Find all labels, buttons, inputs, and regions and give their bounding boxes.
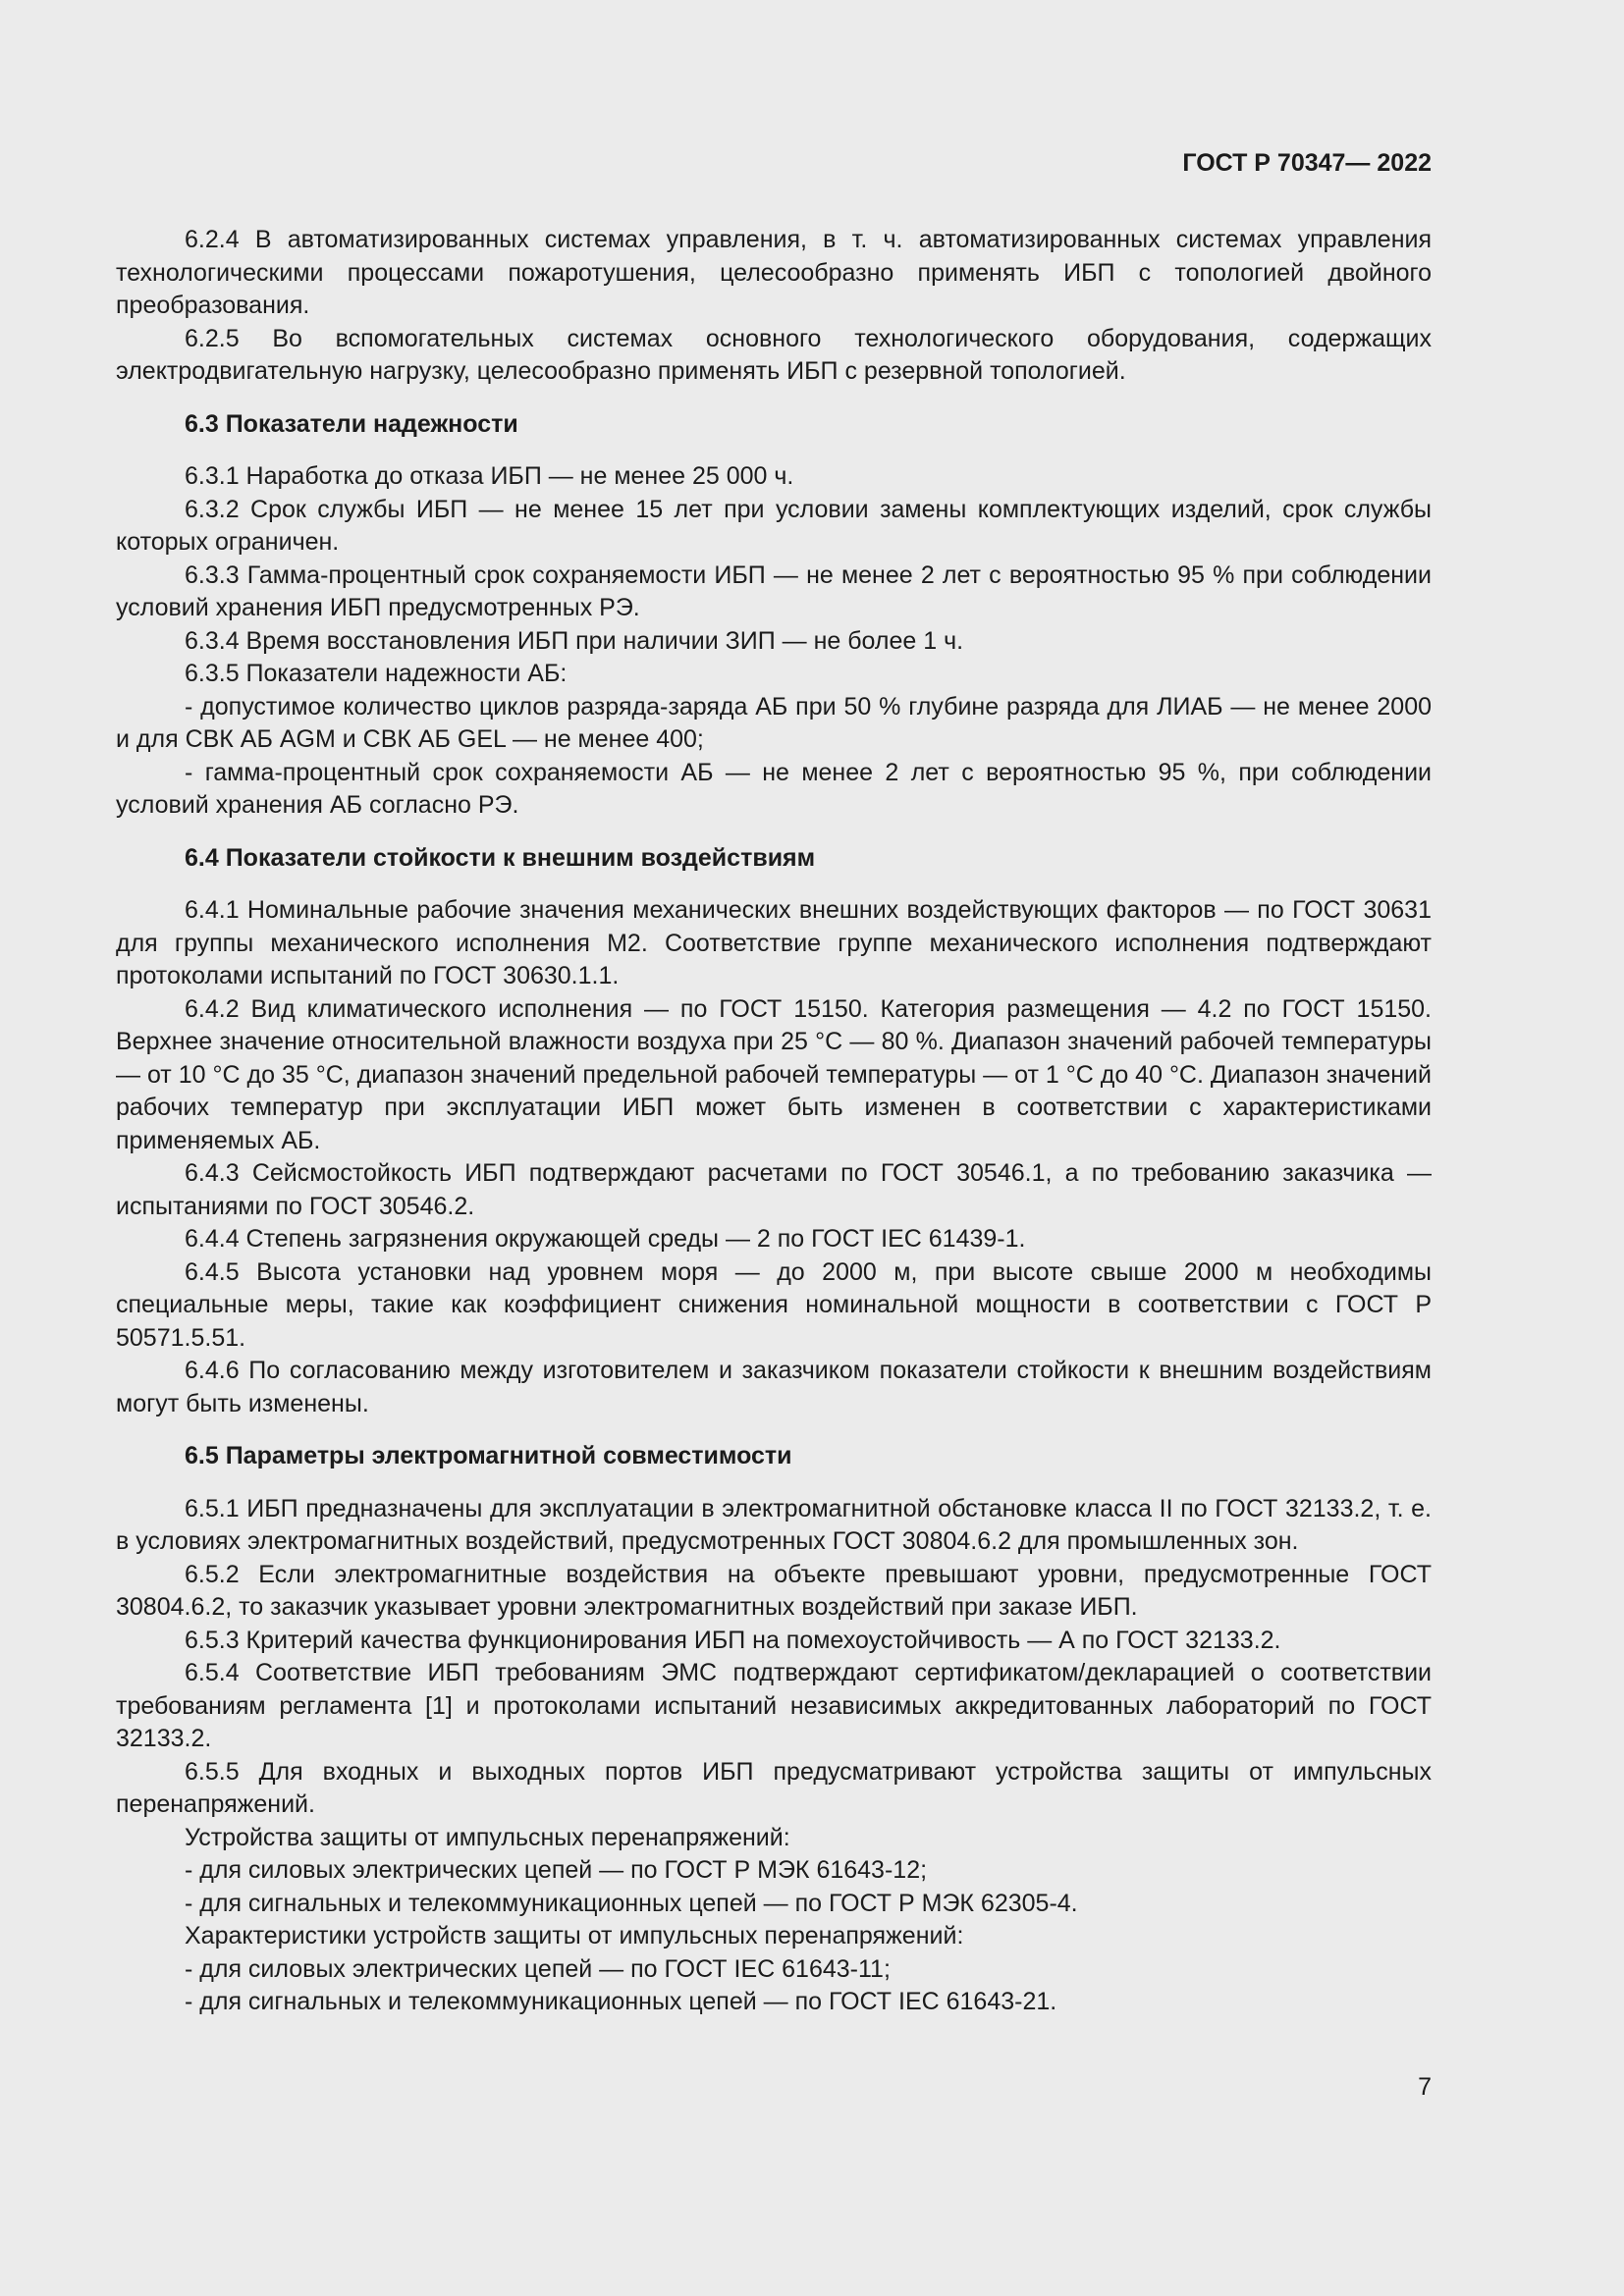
page-number: 7 — [1418, 2073, 1432, 2101]
paragraph-6-4-3: 6.4.3 Сейсмостойкость ИБП подтверждают расчетами по ГОСТ 30546.1, а по требованию заказчика — испытаниями по ГОСТ 30546.2. — [116, 1159, 1432, 1220]
paragraph-6-5-3: 6.5.3 Критерий качества функционирования ИБП на помехоустойчивость — А по ГОСТ 32133.2. — [185, 1626, 1281, 1654]
paragraph-6-3-4: 6.3.4 Время восстановления ИБП при наличии ЗИП — не более 1 ч. — [185, 626, 964, 655]
paragraph-6-3-3: 6.3.3 Гамма-процентный срок сохраняемости ИБП — не менее 2 лет с вероятностью 95 % при соблюдении условий хранения ИБП предусмотренных РЭ. — [116, 561, 1432, 621]
list-item: - допустимое количество циклов разряда-заряда АБ при 50 % глубине разряда для ЛИАБ — не менее 2000 и для СВК АБ AGM и СВК АБ GEL — не менее 400; — [116, 692, 1432, 753]
list-intro: Устройства защиты от импульсных перенапряжений: — [185, 1823, 790, 1851]
paragraph-6-4-6: 6.4.6 По согласованию между изготовителем и заказчиком показатели стойкости к внешним воздействиям могут быть изменены. — [116, 1357, 1432, 1417]
paragraph-6-4-2: 6.4.2 Вид климатического исполнения — по ГОСТ 15150. Категория размещения — 4.2 по ГОСТ 15150. Верхнее значение относительной влажности воздуха при 25 °С — 80 %. Диапазон значений рабочей температуры — от 10 °С до 35 °С, диапазон значений предельной рабочей температуры — от 1 °С до 40 °С. Диапазон значений рабочих температур при эксплуатации ИБП может быть изменен в соответствии с характеристиками применяемых АБ. — [116, 994, 1432, 1154]
paragraph-6-4-1: 6.4.1 Номинальные рабочие значения механических внешних воздействующих факторов — по ГОСТ 30631 для группы механического исполнения М2. Соответствие группе механического исполнения подтверждают протоколами испытаний по ГОСТ 30630.1.1. — [116, 896, 1432, 989]
section-heading-6-4: 6.4 Показатели стойкости к внешним воздействиям — [185, 843, 816, 872]
paragraph-6-5-5: 6.5.5 Для входных и выходных портов ИБП предусматривают устройства защиты от импульсных перенапряжений. — [116, 1757, 1432, 1818]
document-body — [116, 224, 1432, 2019]
list-item: - для сигнальных и телекоммуникационных цепей — по ГОСТ Р МЭК 62305-4. — [185, 1889, 1078, 1917]
paragraph-6-2-4: 6.2.4 В автоматизированных системах управления, в т. ч. автоматизированных системах управления технологическими процессами пожаротушения, целесообразно применять ИБП с топологией двойного преобразования. — [116, 226, 1432, 319]
paragraph-6-4-4: 6.4.4 Степень загрязнения окружающей среды — 2 по ГОСТ IEC 61439-1. — [185, 1225, 1026, 1253]
paragraph-6-5-2: 6.5.2 Если электромагнитные воздействия на объекте превышают уровни, предусмотренные ГОСТ 30804.6.2, то заказчик указывает уровни электромагнитных воздействий при заказе ИБП. — [116, 1560, 1432, 1621]
paragraph-6-5-1: 6.5.1 ИБП предназначены для эксплуатации в электромагнитной обстановке класса II по ГОСТ 32133.2, т. е. в условиях электромагнитных воздействий, предусмотренных ГОСТ 30804.6.2 для промышленных зон. — [116, 1494, 1432, 1555]
section-heading-6-5: 6.5 Параметры электромагнитной совместимости — [185, 1442, 792, 1469]
list-item: - гамма-процентный срок сохраняемости АБ — не менее 2 лет с вероятностью 95 %, при соблюдении условий хранения АБ согласно РЭ. — [116, 758, 1432, 819]
paragraph-6-4-5: 6.4.5 Высота установки над уровнем моря — до 2000 м, при высоте свыше 2000 м необходимы специальные меры, такие как коэффициент снижения номинальной мощности в соответствии с ГОСТ Р 50571.5.51. — [116, 1257, 1432, 1352]
list-item: - для силовых электрических цепей — по ГОСТ Р МЭК 61643-12; — [185, 1856, 928, 1884]
paragraph-6-3-2: 6.3.2 Срок службы ИБП — не менее 15 лет при условии замены комплектующих изделий, срок службы которых ограничен. — [116, 495, 1432, 556]
list-item: - для силовых электрических цепей — по ГОСТ IEC 61643-11; — [185, 1954, 891, 1983]
document-header: ГОСТ Р 70347— 2022 — [1182, 149, 1432, 177]
paragraph-6-3-1: 6.3.1 Наработка до отказа ИБП — не менее 25 000 ч. — [185, 462, 794, 490]
paragraph-6-5-4: 6.5.4 Соответствие ИБП требованиям ЭМС подтверждают сертификатом/декларацией о соответствии требованиям регламента [1] и протоколами испытаний независимых аккредитованных лабораторий по ГОСТ 32133.2. — [116, 1659, 1432, 1752]
paragraph-6-2-5: 6.2.5 Во вспомогательных системах основного технологического оборудования, содержащих электродвигательную нагрузку, целесообразно применять ИБП с резервной топологией. — [116, 324, 1432, 385]
section-heading-6-3: 6.3 Показатели надежности — [185, 409, 518, 438]
paragraph-6-3-5: 6.3.5 Показатели надежности АБ: — [185, 660, 568, 687]
list-item: - для сигнальных и телекоммуникационных цепей — по ГОСТ IEC 61643-21. — [185, 1988, 1057, 2015]
list-intro: Характеристики устройств защиты от импульсных перенапряжений: — [185, 1922, 964, 1949]
